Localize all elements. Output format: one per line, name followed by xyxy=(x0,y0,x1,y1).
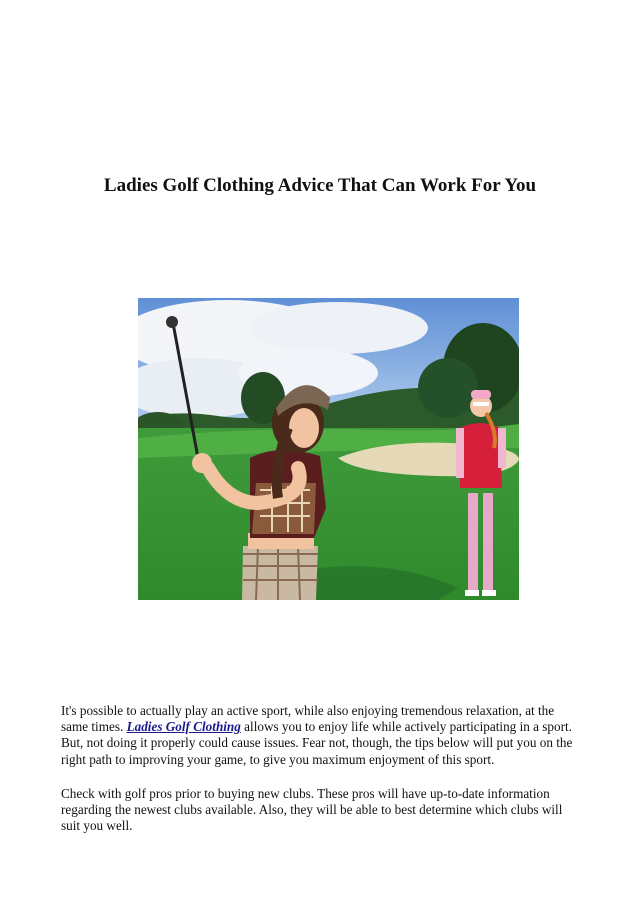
page-title: Ladies Golf Clothing Advice That Can Work For You xyxy=(103,175,537,196)
paragraph-1 xyxy=(61,703,583,768)
ladies-golf-clothing-link[interactable]: Ladies Golf Clothing xyxy=(126,719,241,735)
paragraph-1-intro: It's possible to actually play an active sport, while also enjoying tremendous relaxation, at the same times. xyxy=(61,703,555,735)
paragraph-2: Check with golf pros prior to buying new clubs. These pros will have up-to-date information regarding the newest clubs available. Also, they will be able to best determine which clubs will suit you well. xyxy=(61,785,563,834)
body-text xyxy=(61,703,583,852)
golf-photo xyxy=(138,298,519,600)
paragraph-1-rest: allows you to enjoy life while actively participating in a sport. But, not doing it properly could cause issues. Fear not, though, the tips below will put you on the right path to improving your game, to give you maximum enjoyment of this sport. xyxy=(61,719,573,767)
